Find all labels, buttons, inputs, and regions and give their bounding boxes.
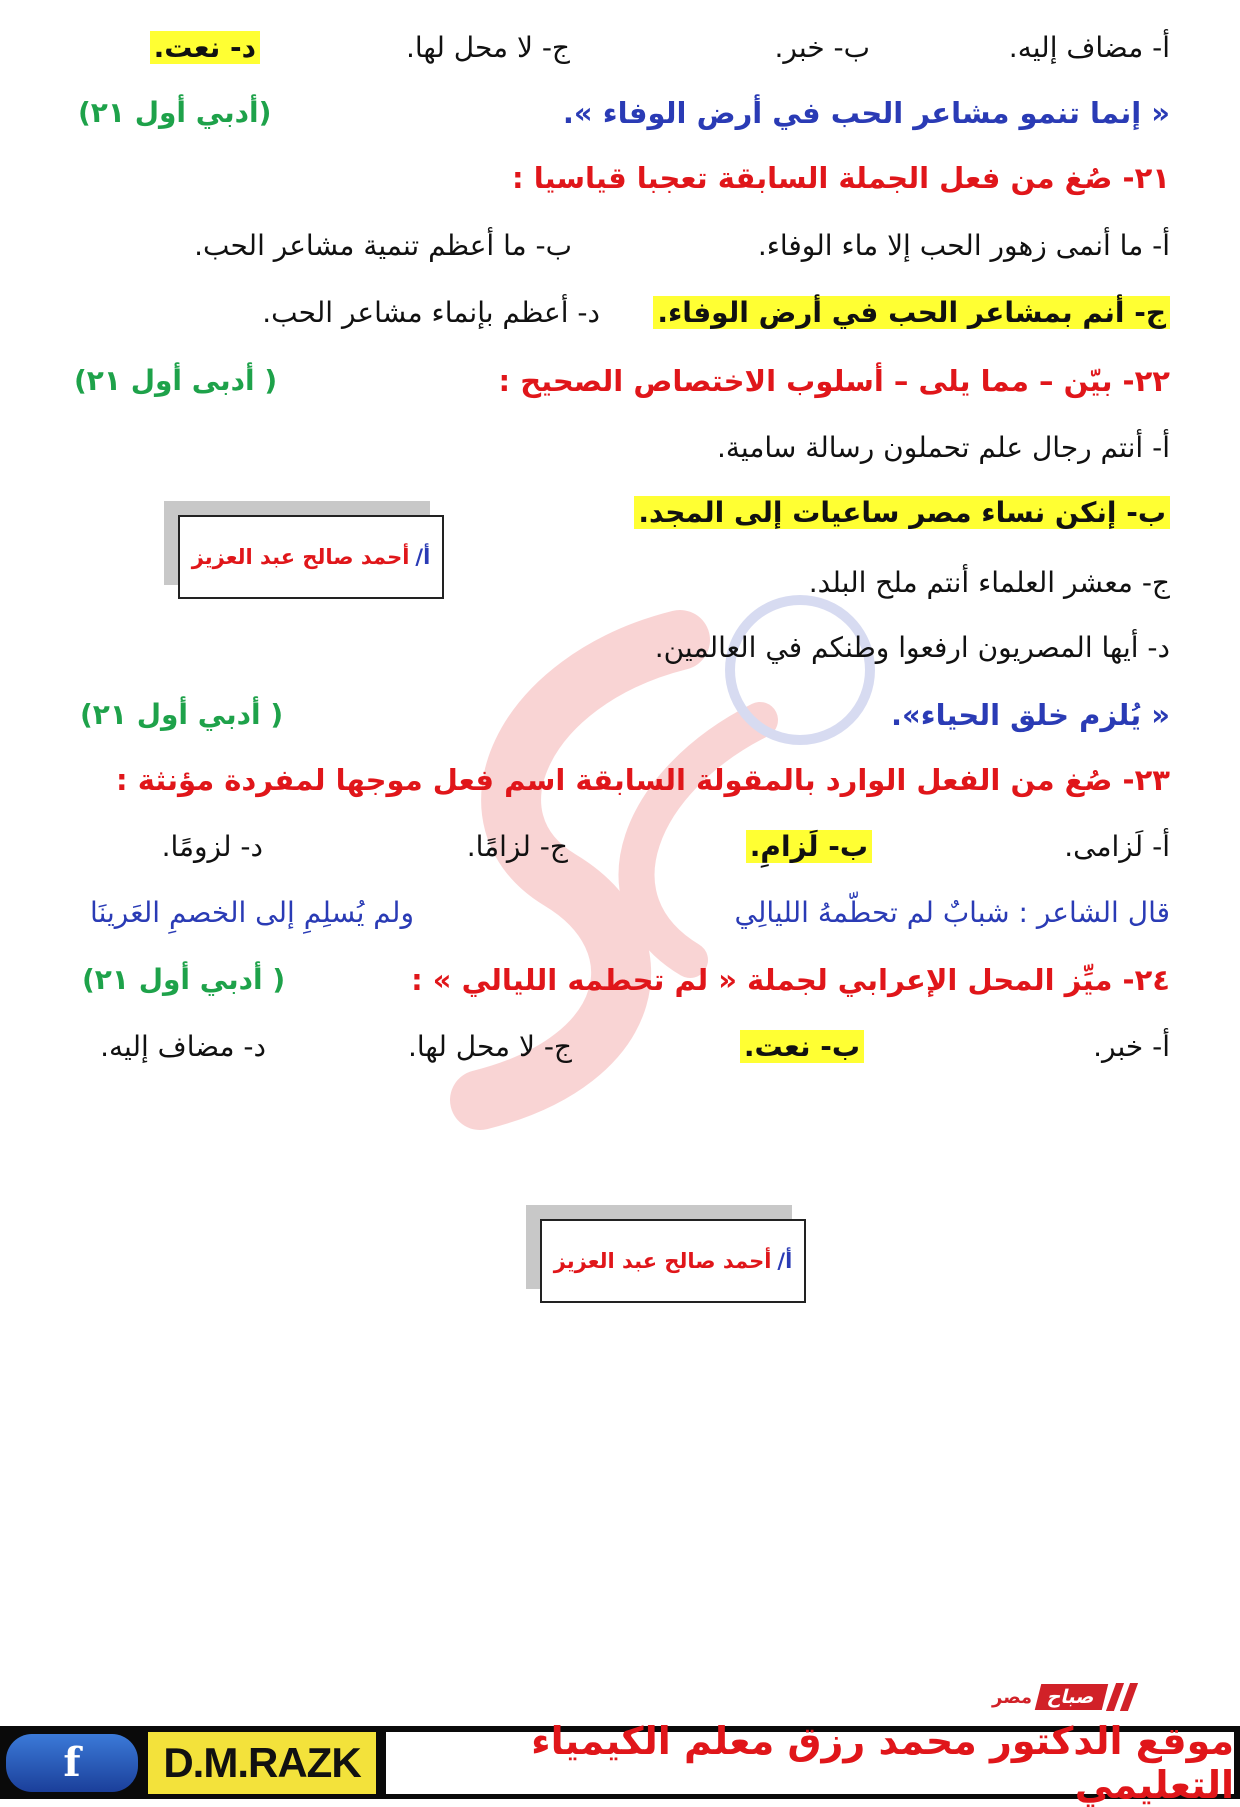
- brand-text: مصر: [992, 1686, 1033, 1708]
- stamp-name: أحمد صالح عبد العزيز: [553, 1249, 772, 1273]
- q22-option-c: ج- معشر العلماء أنتم ملح البلد.: [808, 566, 1170, 599]
- q20-option-b: ب- خبر.: [774, 31, 870, 64]
- exam-ref-22: ( أدبى أول ٢١): [74, 364, 278, 397]
- q21-option-c: ج- أنم بمشاعر الحب في أرض الوفاء.: [653, 296, 1170, 329]
- q20-option-d: د- نعت.: [150, 31, 260, 64]
- quote-21: « إنما تنمو مشاعر الحب في أرض الوفاء ».: [562, 96, 1170, 130]
- footer-banner: [0, 1718, 1240, 1807]
- q21-option-d: د- أعظم بإنماء مشاعر الحب.: [262, 296, 600, 329]
- q20-option-c: ج- لا محل لها.: [406, 31, 570, 64]
- question-21: ٢١- صُغ من فعل الجملة السابقة تعجبا قياسيا :: [512, 161, 1170, 195]
- brand-box: صباح: [1035, 1684, 1108, 1710]
- stamp-prefix: أ/: [415, 545, 431, 569]
- exam-ref-23: ( أدبي أول ٢١): [80, 698, 284, 731]
- stamp-prefix: أ/: [777, 1249, 793, 1273]
- q24-option-a: أ- خبر.: [1093, 1030, 1170, 1063]
- brand-logo: [992, 1680, 1182, 1714]
- author-stamp-bottom: [540, 1219, 806, 1303]
- quote-23: « يُلزم خلق الحياء».: [891, 698, 1170, 732]
- q22-option-b: ب- إنكن نساء مصر ساعيات إلى المجد.: [634, 496, 1170, 529]
- q22-option-d: د- أيها المصريون ارفعوا وطنكم في العالمين.: [654, 631, 1170, 664]
- question-22: ٢٢- بيّن – مما يلى – أسلوب الاختصاص الصحيح :: [498, 364, 1170, 398]
- q23-option-a: أ- لَزامى.: [1064, 830, 1170, 863]
- exam-ref-24: ( أدبي أول ٢١): [82, 963, 286, 996]
- q23-option-c: ج- لزامًا.: [466, 830, 568, 863]
- q23-option-b: ب- لَزامِ.: [746, 830, 872, 863]
- q24-option-c: ج- لا محل لها.: [408, 1030, 572, 1063]
- q21-option-b: ب- ما أعظم تنمية مشاعر الحب.: [194, 229, 572, 262]
- question-24: ٢٤- ميِّز المحل الإعرابي لجملة « لم تحطمه الليالي » :: [411, 963, 1170, 997]
- site-title: موقع الدكتور محمد رزق معلم الكيمياء التعليمي: [386, 1732, 1234, 1794]
- exam-ref-21: (أدبي أول ٢١): [78, 96, 272, 129]
- q20-option-a: أ- مضاف إليه.: [1008, 31, 1170, 64]
- q24-option-b: ب- نعت.: [740, 1030, 864, 1063]
- q22-option-a: أ- أنتم رجال علم تحملون رسالة سامية.: [716, 431, 1170, 464]
- poem-first-hemistich: قال الشاعر : شبابٌ لم تحطّمهُ الليالِي: [734, 896, 1170, 929]
- brand-slash-icon: [1120, 1683, 1138, 1711]
- q21-option-a: أ- ما أنمى زهور الحب إلا ماء الوفاء.: [757, 229, 1170, 262]
- author-stamp: [178, 515, 444, 599]
- q24-option-d: د- مضاف إليه.: [100, 1030, 266, 1063]
- stamp-name: أحمد صالح عبد العزيز: [191, 545, 410, 569]
- question-23: ٢٣- صُغ من الفعل الوارد بالمقولة السابقة اسم فعل موجها لمفردة مؤنثة :: [116, 763, 1170, 797]
- facebook-icon[interactable]: f: [6, 1734, 138, 1792]
- razk-logo: D.M.RAZK: [148, 1732, 376, 1794]
- q23-option-d: د- لزومًا.: [161, 830, 263, 863]
- poem-second-hemistich: ولم يُسلِمِ إلى الخصمِ العَرينَا: [90, 896, 414, 929]
